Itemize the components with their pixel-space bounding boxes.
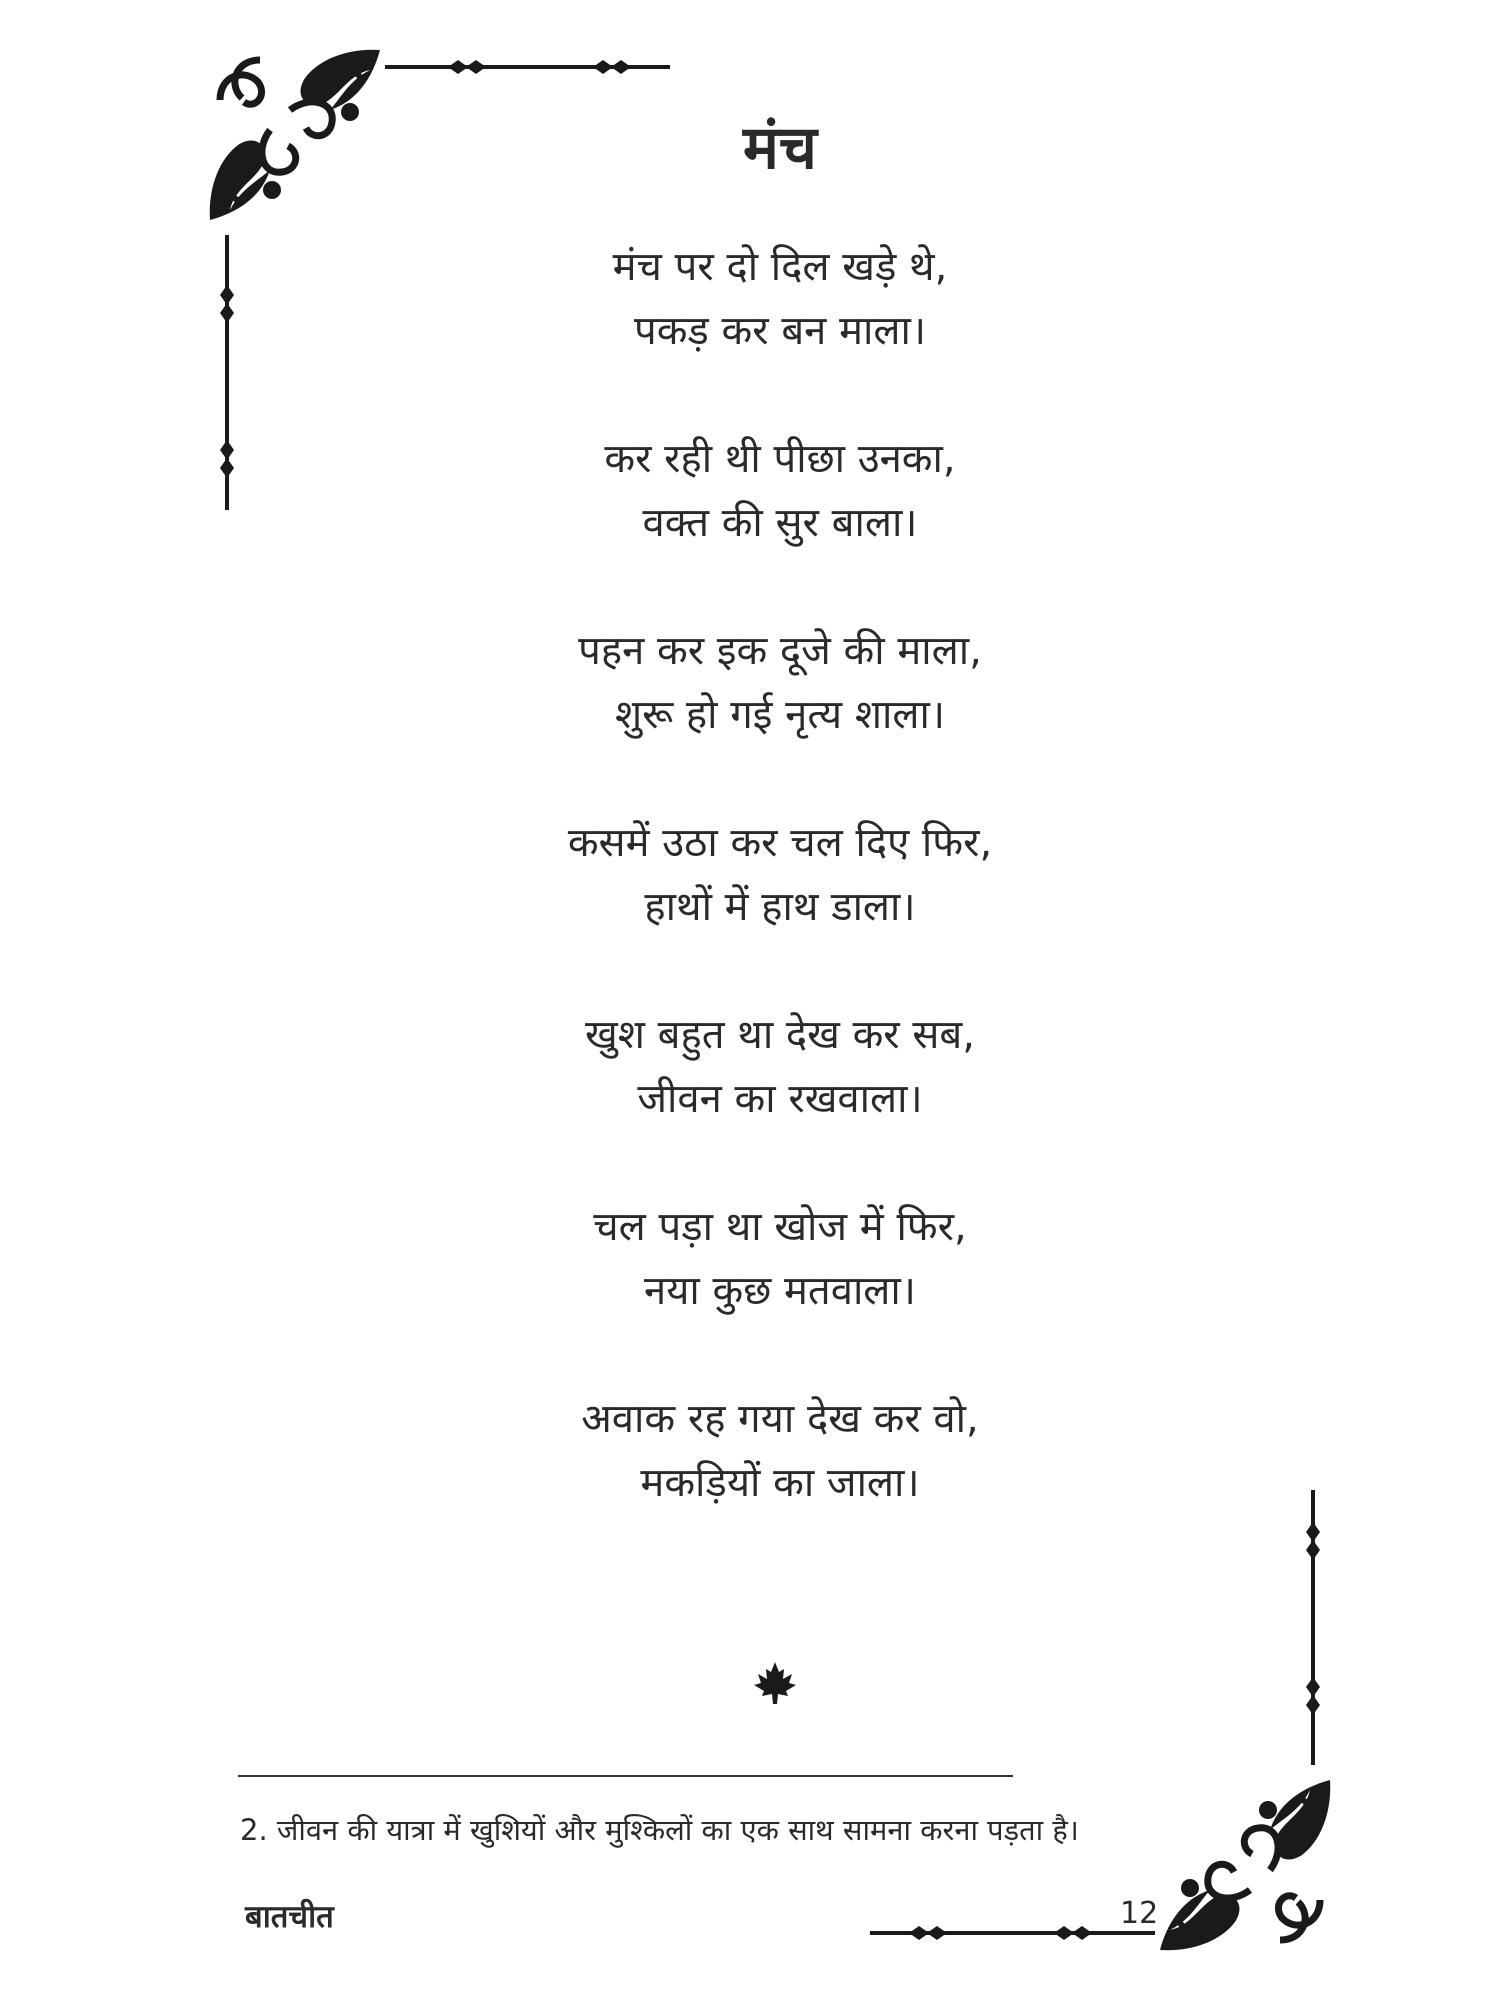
maple-leaf-icon (752, 1660, 798, 1706)
stanza (400, 1195, 1160, 1387)
poem-line: चल पड़ा था खोज में फिर, (593, 1204, 967, 1250)
stanza (400, 1003, 1160, 1195)
poem-line: नया कुछ मतवाला। (644, 1268, 916, 1314)
stanza (400, 811, 1160, 1003)
poem-title: मंच (743, 113, 817, 183)
poem-line: वक्त की सुर बाला। (642, 500, 918, 546)
stanza (400, 427, 1160, 619)
book-title: बातचीत (245, 1899, 334, 1935)
footnote: 2. जीवन की यात्रा में खुशियों और मुश्किलों का एक साथ सामना करना पड़ता है। (240, 1813, 1079, 1847)
footnote-divider (238, 1775, 1013, 1777)
poem-line: पहन कर इक दूजे की माला, (578, 628, 982, 674)
page-number: 12 (1120, 1896, 1159, 1931)
poem-line: खुश बहुत था देख कर सब, (585, 1012, 975, 1058)
poem-line: कर रही थी पीछा उनका, (604, 436, 956, 482)
poem-line: मकड़ियों का जाला। (640, 1460, 920, 1506)
poem-line: कसमें उठा कर चल दिए फिर, (567, 820, 993, 866)
poem-line: अवाक रह गया देख कर वो, (581, 1396, 979, 1442)
poem-line: हाथों में हाथ डाला। (644, 884, 916, 930)
poem-body (400, 235, 1160, 1579)
stanza (400, 235, 1160, 427)
poem-line: मंच पर दो दिल खड़े थे, (612, 244, 948, 290)
stanza (400, 619, 1160, 811)
flourish-corner-icon (860, 1480, 1340, 1960)
poem-line: शुरू हो गई नृत्य शाला। (614, 692, 946, 738)
poem-line: जीवन का रखवाला। (637, 1076, 923, 1122)
poem-line: पकड़ कर बन माला। (633, 308, 927, 354)
